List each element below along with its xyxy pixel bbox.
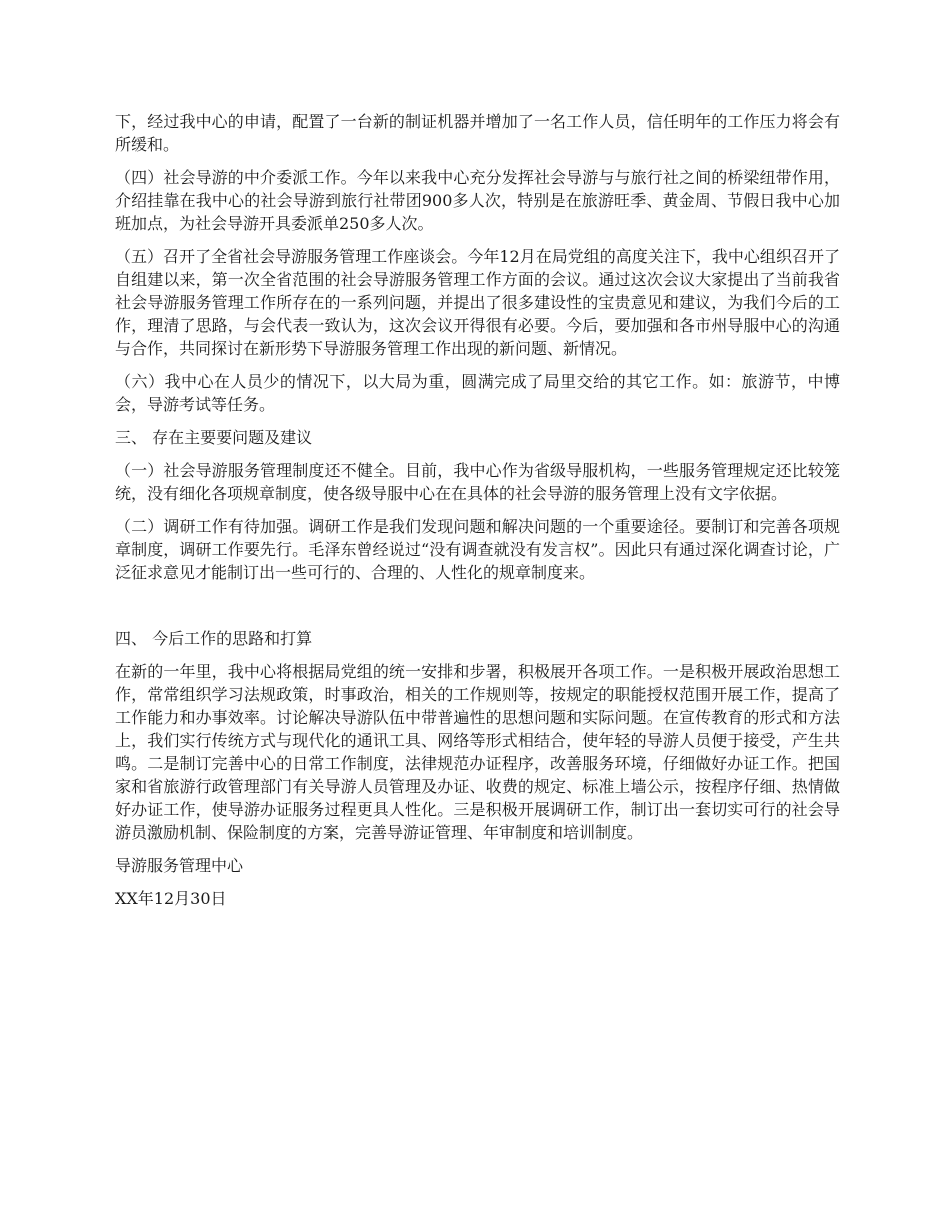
paragraph-item-six: （六）我中心在人员少的情况下，以大局为重，圆满完成了局里交给的其它工作。如：旅游节，中博会，导游考试等任务。 (115, 372, 840, 414)
paragraph-item-four: （四）社会导游的中介委派工作。今年以来我中心充分发挥社会导游与与旅行社之间的桥梁纽带作用，介绍挂靠在我中心的社会导游到旅行社带团900多人次，特别是在旅游旺季、黄金周、节假日我中心加班加点，为社会导游开具委派单250多人次。 (115, 168, 840, 233)
paragraph-item-five: （五）召开了全省社会导游服务管理工作座谈会。今年12月在局党组的高度关注下，我中心组织召开了自组建以来，第一次全省范围的社会导游服务管理工作方面的会议。通过这次会议大家提出了当前我省社会导游服务管理工作所存在的一系列问题，并提出了很多建设性的宝贵意见和建议，为我们今后的工作，理清了思路，与会代表一致认为，这次会议开得很有必要。今后，要加强和各市州导服中心的沟通与合作，共同探讨在新形势下导游服务管理工作出现的新问题、新情况。 (115, 247, 840, 358)
problem-paragraph-one: （一）社会导游服务管理制度还不健全。目前，我中心作为省级导服机构，一些服务管理规定还比较笼统，没有细化各项规章制度，使各级导服中心在在具体的社会导游的服务管理上没有文字依据。 (115, 461, 840, 503)
section-three-heading: 三、 存在主要要问题及建议 (115, 428, 313, 447)
problem-paragraph-two: （二）调研工作有待加强。调研工作是我们发现问题和解决问题的一个重要途径。要制订和完善各项规章制度，调研工作要先行。毛泽东曾经说过“没有调查就没有发言权”。因此只有通过深化调查讨论，广泛征求意见才能制订出一些可行的、合理的、人性化的规章制度来。 (115, 517, 840, 582)
section-four-heading: 四、 今后工作的思路和打算 (115, 629, 313, 648)
date: XX年12月30日 (115, 889, 227, 908)
blank-spacer (115, 594, 840, 627)
paragraph-continuation: 下，经过我中心的申请，配置了一台新的制证机器并增加了一名工作人员，信任明年的工作压力将会有所缓和。 (115, 112, 840, 154)
signature: 导游服务管理中心 (115, 856, 244, 875)
plan-paragraph: 在新的一年里，我中心将根据局党组的统一安排和步署，积极展开各项工作。一是积极开展政治思想工作，常常组织学习法规政策，时事政治，相关的工作规则等，按规定的职能授权范围开展工作，提高了工作能力和办事效率。讨论解决导游队伍中带普遍性的思想问题和实际问题。在宣传教育的形式和方法上，我们实行传统方式与现代化的通讯工具、网络等形式相结合，使年轻的导游人员便于接受，产生共鸣。二是制订完善中心的日常工作制度，法律规范办证程序，改善服务环境，仔细做好办证工作。把国家和省旅游行政管理部门有关导游人员管理及办证、收费的规定、标准上墙公示，按程序仔细、热情做好办证工作，使导游办证服务过程更具人性化。三是积极开展调研工作，制订出一套切实可行的社会导游员激励机制、保险制度的方案，完善导游证管理、年审制度和培训制度。 (115, 662, 840, 842)
document-page (115, 110, 840, 920)
